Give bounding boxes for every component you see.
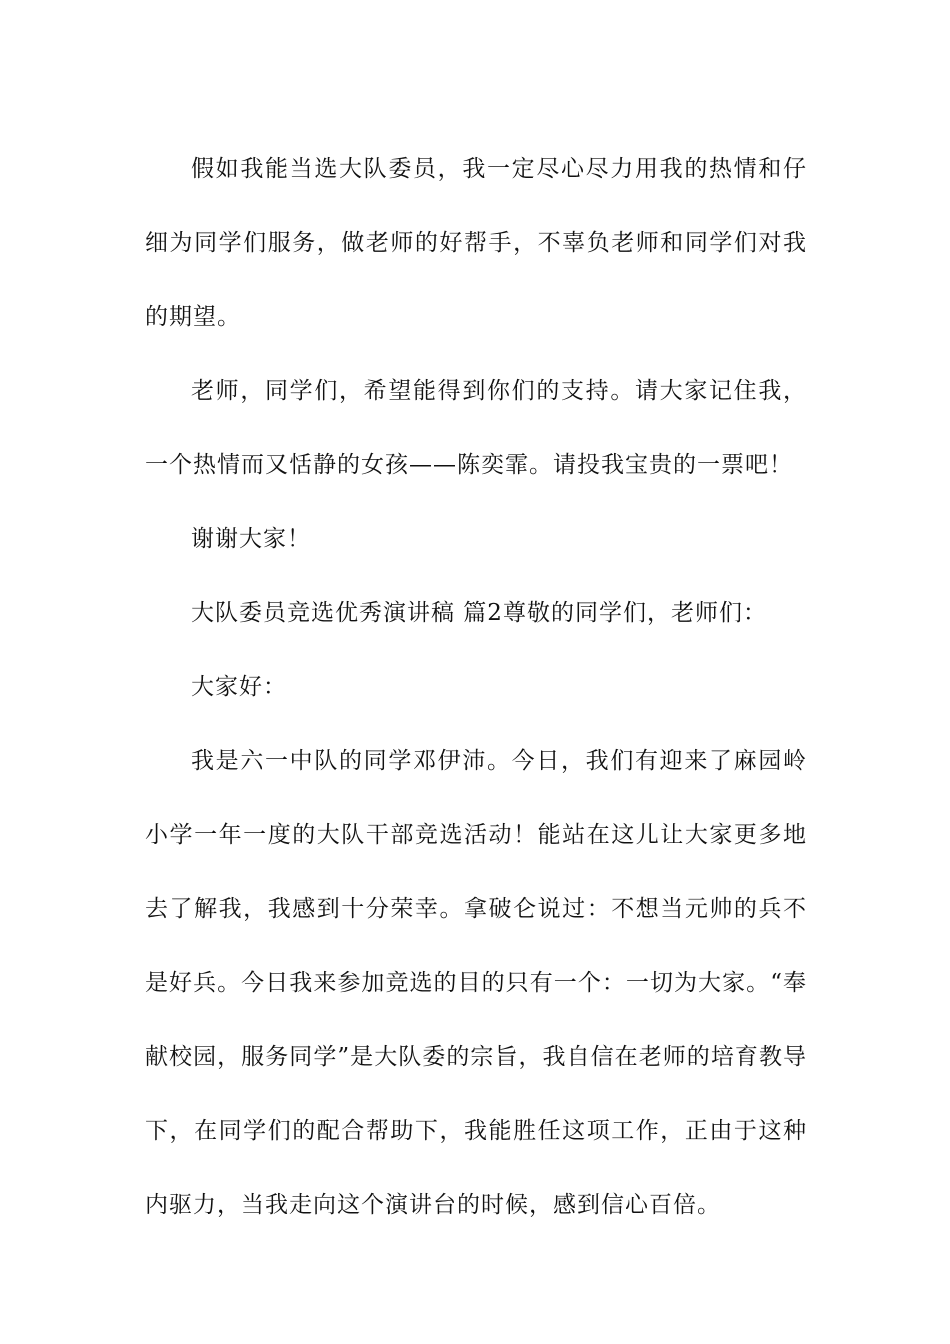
paragraph-6: 我是六一中队的同学邓伊沛。今日，我们有迎来了麻园岭小学一年一度的大队干部竞选活动！能站在这儿让大家更多地去了解我，我感到十分荣幸。拿破仑说过：不想当元帅的兵不是好兵。今日我来参加竞选的目的只有一个：一切为大家。“奉献校园，服务同学”是大队委的宗旨，我自信在老师的培育教导下，在同学们的配合帮助下，我能胜任这项工作，正由于这种内驱力，当我走向这个演讲台的时候，感到信心百倍。 [145,748,807,1218]
paragraph-4-heading: 大队委员竞选优秀演讲稿 篇2尊敬的同学们，老师们： [191,600,767,626]
document-body [145,132,807,1242]
paragraph-3: 谢谢大家！ [191,526,311,552]
paragraph-2: 老师，同学们，希望能得到你们的支持。请大家记住我，一个热情而又恬静的女孩——陈奕霏。请投我宝贵的一票吧！ [145,378,807,478]
paragraph-5-greeting: 大家好： [191,674,287,700]
paragraph-1: 假如我能当选大队委员，我一定尽心尽力用我的热情和仔细为同学们服务，做老师的好帮手，不辜负老师和同学们对我的期望。 [145,156,807,330]
